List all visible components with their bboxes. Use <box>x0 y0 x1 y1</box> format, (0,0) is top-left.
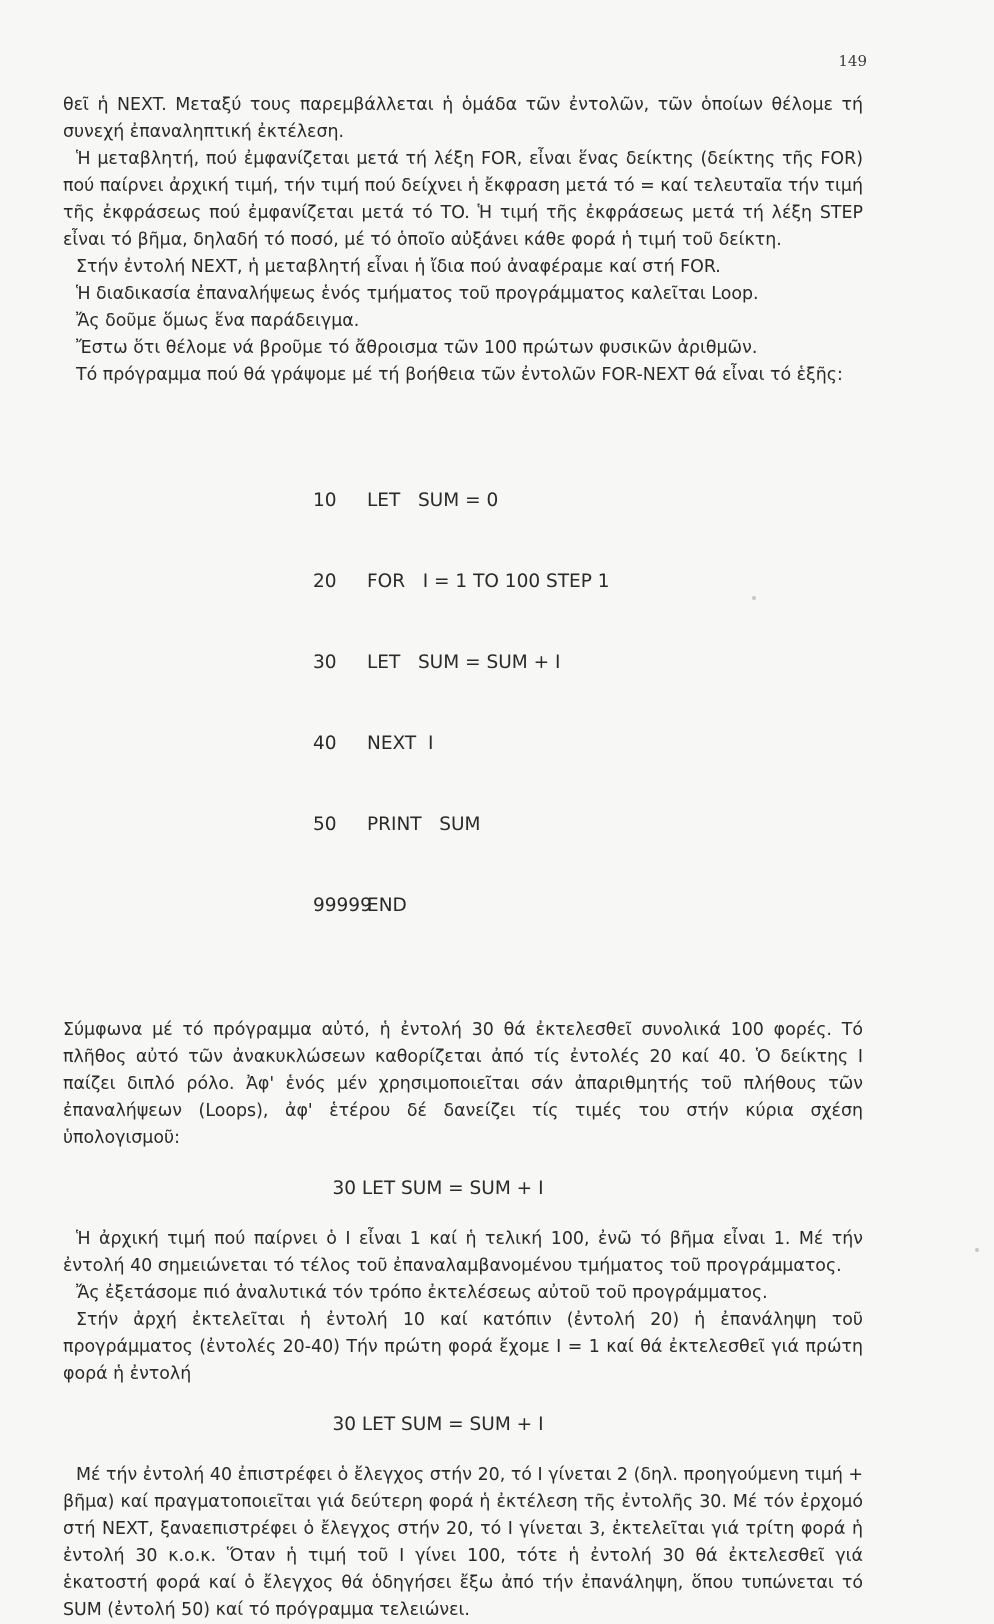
program-line <box>313 811 863 838</box>
paragraph: Ἄς ἐξετάσομε πιό ἀναλυτικά τόν τρόπο ἐκτελέσεως αὐτοῦ τοῦ προγράμματος. <box>76 1283 768 1303</box>
program-line <box>313 487 863 514</box>
paragraph: Σύμφωνα μέ τό πρόγραμμα αὐτό, ἡ ἐντολή 30 θά ἐκτελεσθεῖ συνολικά 100 φορές. Τό πλῆθος αὐτό τῶν ἀνακυκλώσεων καθορίζεται ἀπό τίς ἐντολές 20 καί 40. Ὁ δείκτης I παίζει διπλό ρόλο. Ἀφ' ἑνός μέν χρησιμοποιεῖται σάν ἀπαριθμητής τοῦ πλήθους τῶν ἐπαναλήψεων (Loops), ἀφ' ἑτέρου δέ δανείζει τίς τιμές του στήν κύρια σχέση ὑπολογισμοῦ: <box>63 1020 863 1148</box>
paper-speck <box>975 1248 979 1252</box>
paragraph: θεῖ ἡ NEXT. Μεταξύ τους παρεμβάλλεται ἡ ὁμάδα τῶν ἐντολῶν, τῶν ὁποίων θέλομε τή συνεχή ἐπαναληπτική ἐκτέλεση. <box>63 95 863 142</box>
page-body <box>63 92 863 1624</box>
line-code: LET SUM = SUM + I <box>367 652 561 673</box>
paragraph: Στήν ἀρχή ἐκτελεῖται ἡ ἐντολή 10 καί κατόπιν (ἐντολή 20) ἡ ἐπανάληψη τοῦ προγράμματος (ἐντολές 20-40) Τήν πρώτη φορά ἔχομε I = 1 καί θά ἐκτελεσθεῖ γιά πρώτη φορά ἡ ἐντολή <box>63 1310 863 1384</box>
paragraph: Ἡ διαδικασία ἐπαναλήψεως ἑνός τμήματος τοῦ προγράμματος καλεῖται Loop. <box>76 284 759 304</box>
paragraph: Τό πρόγραμμα πού θά γράψομε μέ τή βοήθεια τῶν ἐντολῶν FOR-NEXT θά εἶναι τό ἑξῆς: <box>76 365 843 385</box>
line-code: LET SUM = 0 <box>367 490 499 511</box>
line-number: 20 <box>313 571 337 592</box>
equation: 30 LET SUM = SUM + I <box>332 1414 544 1435</box>
page-number: 149 <box>838 52 867 70</box>
program-line <box>313 568 863 595</box>
paragraph: Ἡ μεταβλητή, πού ἐμφανίζεται μετά τή λέξη FOR, εἶναι ἕνας δείκτης (δείκτης τῆς FOR) πού παίρνει ἀρχική τιμή, τήν τιμή πού δείχνει ἡ ἔκφραση μετά τό = καί τελευταῖα τήν τιμή τῆς ἐκφράσεως πού ἐμφανίζεται μετά τό TO. Ἡ τιμή τῆς ἐκφράσεως μετά τή λέξη STEP εἶναι τό βῆμα, δηλαδή τό ποσό, μέ τό ὁποῖο αὐξάνει κάθε φορά ἡ τιμή τοῦ δείκτη. <box>63 149 863 250</box>
paragraph: Ἄς δοῦμε ὅμως ἕνα παράδειγμα. <box>76 311 360 331</box>
program-listing <box>313 433 863 973</box>
program-line <box>313 892 863 919</box>
line-number: 30 <box>313 652 337 673</box>
line-number: 99999 <box>313 895 372 916</box>
paragraph: Ἡ ἀρχική τιμή πού παίρνει ὁ I εἶναι 1 καί ἡ τελική 100, ἐνῶ τό βῆμα εἶναι 1. Μέ τήν ἐντολή 40 σημειώνεται τό τέλος τοῦ ἐπαναλαμβανομένου τμήματος τοῦ προγράμματος. <box>63 1229 863 1276</box>
program-line <box>313 649 863 676</box>
equation: 30 LET SUM = SUM + I <box>332 1178 544 1199</box>
line-code: FOR I = 1 TO 100 STEP 1 <box>367 571 610 592</box>
paper-speck <box>752 596 756 600</box>
line-code: PRINT SUM <box>367 814 481 835</box>
line-code: NEXT I <box>367 733 434 754</box>
line-number: 40 <box>313 733 337 754</box>
line-number: 50 <box>313 814 337 835</box>
program-line <box>313 730 863 757</box>
paragraph: Ἔστω ὅτι θέλομε νά βροῦμε τό ἄθροισμα τῶν 100 πρώτων φυσικῶν ἀριθμῶν. <box>76 338 758 358</box>
line-code: END <box>367 895 407 916</box>
line-number: 10 <box>313 490 337 511</box>
paragraph: Μέ τήν ἐντολή 40 ἐπιστρέφει ὁ ἔλεγχος στήν 20, τό I γίνεται 2 (δηλ. προηγούμενη τιμή + βῆμα) καί πραγματοποιεῖται γιά δεύτερη φορά ἡ ἐκτέλεση τῆς ἐντολῆς 30. Μέ τόν ἐρχομό στή NEXT, ξαναεπιστρέφει ὁ ἔλεγχος στήν 20, τό I γίνεται 3, ἐκτελεῖται γιά τρίτη φορά ἡ ἐντολή 30 κ.ο.κ. Ὅταν ἡ τιμή τοῦ I γίνει 100, τότε ἡ ἐντολή 30 θά ἐκτελεσθεῖ γιά ἑκατοστή φορά καί ὁ ἔλεγχος θά ὁδηγήσει ἔξω ἀπό τήν ἐπανάληψη, ὅπου τυπώνεται τό SUM (ἐντολή 50) καί τό πρόγραμμα τελειώνει. <box>63 1465 863 1620</box>
paragraph: Στήν ἐντολή NEXT, ἡ μεταβλητή εἶναι ἡ ἴδια πού ἀναφέραμε καί στή FOR. <box>76 257 721 277</box>
